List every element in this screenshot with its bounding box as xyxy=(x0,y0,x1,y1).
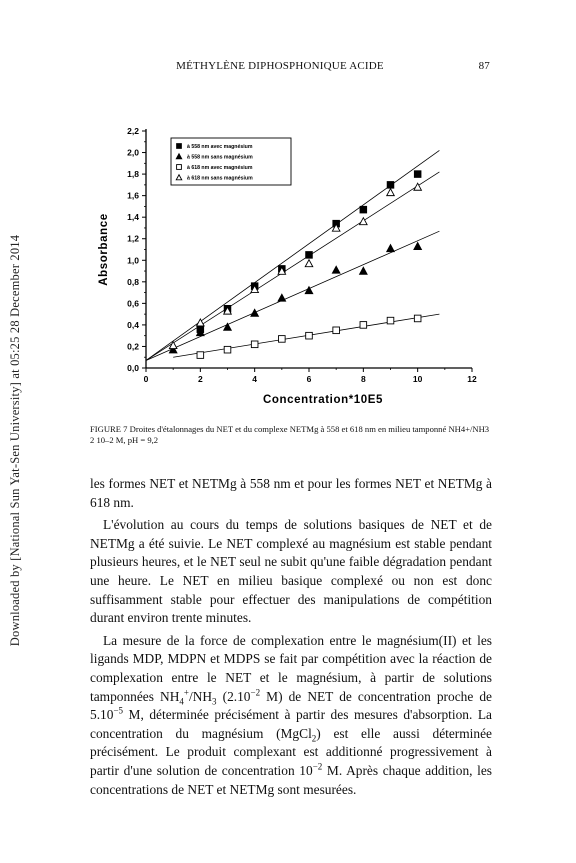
x-tick-label: 2 xyxy=(197,374,203,384)
download-watermark-text: Downloaded by [National Sun Yat-Sen University] at 05:25 28 December 2014 xyxy=(8,234,23,646)
point-series-1 xyxy=(306,252,313,259)
point-series-2 xyxy=(360,267,368,274)
legend-entry: à 618 nm avec magnésium xyxy=(187,165,253,171)
p3-sup-2: −2 xyxy=(250,687,261,698)
p3-part-b: /NH xyxy=(188,688,213,704)
p3-sup-3: −5 xyxy=(113,705,124,716)
point-series-2 xyxy=(251,309,259,316)
point-series-2 xyxy=(332,266,340,273)
point-series-3 xyxy=(251,341,258,348)
x-tick-label: 12 xyxy=(467,374,477,384)
paragraph-1: les formes NET et NETMg à 558 nm et pour les formes NET et NETMg à 618 nm. xyxy=(90,476,492,510)
paragraph-3 xyxy=(90,632,492,799)
p3-sup-1: + xyxy=(183,687,189,698)
point-series-2 xyxy=(224,323,232,330)
legend-entry: à 618 nm sans magnésium xyxy=(187,175,253,182)
y-tick-label: 1,2 xyxy=(127,233,139,244)
legend-marker xyxy=(177,144,182,149)
y-tick-label: 0,8 xyxy=(127,276,139,287)
point-series-1 xyxy=(387,182,394,189)
p3-part-d: M) de NET de concentration proche de 5.10 xyxy=(90,688,493,723)
point-series-2 xyxy=(387,245,395,252)
point-series-4 xyxy=(305,260,313,267)
figure-label: FIGURE 7 xyxy=(90,424,128,434)
x-tick-label: 4 xyxy=(252,374,258,384)
point-series-3 xyxy=(306,332,313,339)
page-number: 87 xyxy=(478,60,490,72)
point-series-1 xyxy=(360,206,367,213)
calibration-chart xyxy=(70,110,510,420)
y-tick-label: 0,6 xyxy=(127,298,139,309)
p3-part-f: ) est elle aussi déterminée précisément. Le produit complexant est additionné progressivement à partir d'une solution de concentration 10 xyxy=(90,725,492,778)
y-tick-label: 0,0 xyxy=(127,363,139,373)
y-tick-label: 1,8 xyxy=(127,169,139,180)
figure-caption xyxy=(90,424,492,446)
figure-caption-text: Droites d'étalonnages du NET et du complexe NETMg à 558 et 618 nm en milieu tamponné NH4+/NH3 2 10–2 M, pH = 9,2 xyxy=(90,424,490,445)
point-series-1 xyxy=(414,171,421,178)
p3-sub-2: 3 xyxy=(212,696,217,707)
fit-line-series-4 xyxy=(146,172,439,361)
p3-part-a: La mesure de la force de complexation entre le magnésium(II) et les ligands MDP, MDPN et MDPS se fait par compétition avec la réaction de complexation entre le NET et le magnésium, à partir de solutions tamponnées NH xyxy=(90,632,492,704)
legend-marker xyxy=(177,165,182,170)
p3-part-g: M. Après chaque addition, les concentrations de NET et NETMg sont mesurées. xyxy=(90,762,492,797)
fit-line-series-2 xyxy=(146,231,439,360)
point-series-3 xyxy=(387,317,394,324)
download-watermark xyxy=(4,60,28,820)
paragraph-2: L'évolution au cours du temps de solutions basiques de NET et de NETMg a été suivie. Le NET complexé au magnésium est stable pendant plusieurs heures, et le NET seul ne subit qu'une faible dégradation pendant une heure. Le NET en milieu basique complexé ou non est donc suffisamment stable pour effectuer des manipulations de compétition durant environ trente minutes. xyxy=(90,517,492,626)
y-tick-label: 1,0 xyxy=(127,255,139,266)
x-tick-label: 8 xyxy=(360,374,366,384)
chart-legend xyxy=(171,138,291,185)
running-title: MÉTHYLÈNE DIPHOSPHONIQUE ACIDE xyxy=(176,60,384,72)
point-series-4 xyxy=(387,189,395,196)
x-axis-label: Concentration*10E5 xyxy=(262,394,384,406)
point-series-3 xyxy=(197,352,204,359)
running-header xyxy=(90,60,490,76)
y-tick-label: 2,2 xyxy=(127,126,139,136)
point-series-2 xyxy=(278,294,286,301)
y-tick-label: 2,0 xyxy=(127,147,139,158)
y-tick-label: 1,4 xyxy=(127,212,139,223)
y-tick-label: 0,2 xyxy=(127,341,139,352)
p3-sub-3: 2 xyxy=(311,733,317,744)
point-series-3 xyxy=(414,315,421,322)
x-tick-label: 6 xyxy=(306,374,312,384)
legend-entry: à 558 nm sans magnésium xyxy=(187,154,253,161)
p3-sub-1: 4 xyxy=(179,696,184,707)
point-series-3 xyxy=(224,346,231,353)
p3-part-c: (2.10 xyxy=(216,688,251,704)
y-tick-label: 0,4 xyxy=(127,319,139,330)
y-axis-label: Absorbance xyxy=(98,213,110,286)
y-tick-label: 1,6 xyxy=(127,190,139,201)
point-series-3 xyxy=(279,336,286,343)
legend-entry: à 558 nm avec magnésium xyxy=(187,144,253,150)
p3-sup-4: −2 xyxy=(312,761,323,772)
point-series-2 xyxy=(414,242,422,249)
x-tick-label: 0 xyxy=(143,374,149,384)
body-text xyxy=(90,475,492,799)
point-series-3 xyxy=(360,322,367,329)
p3-part-e: M, déterminée précisément à partir des mesures d'absorption. La concentration du magnésium (MgCl xyxy=(90,707,492,741)
point-series-3 xyxy=(333,327,340,334)
x-tick-label: 10 xyxy=(412,374,423,384)
